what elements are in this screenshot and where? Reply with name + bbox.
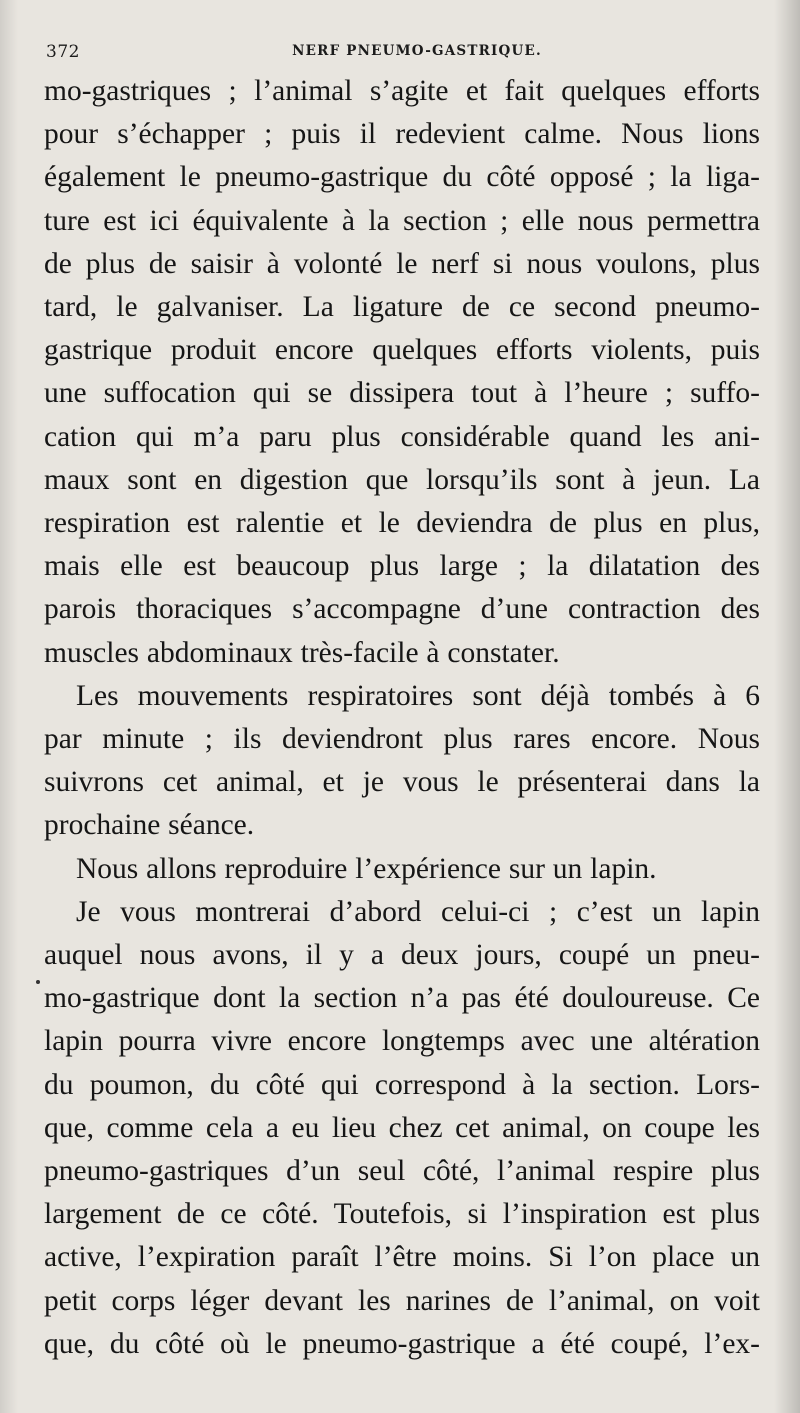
text-line: par minute ; ils deviendront plus rares encore. Nous (44, 723, 760, 756)
page-edge-shadow-left (0, 0, 18, 1413)
text-line: pour s’échapper ; puis il redevient calme. Nous lions (44, 118, 760, 151)
text-line: suivrons cet animal, et je vous le présenterai dans la (44, 766, 760, 799)
page-number: 372 (46, 42, 80, 62)
text-line: Nous allons reproduire l’expérience sur un lapin. (76, 852, 657, 885)
text-line: de plus de saisir à volonté le nerf si nous voulons, plus (44, 247, 760, 280)
page-edge-shadow-right (774, 0, 800, 1413)
text-line: maux sont en digestion que lorsqu’ils sont à jeun. La (44, 463, 760, 496)
text-line: Je vous montrerai d’abord celui-ci ; c’est un lapin (76, 895, 760, 928)
text-line: tard, le galvaniser. La ligature de ce second pneumo- (44, 291, 760, 324)
text-line: parois thoraciques s’accompagne d’une contraction des (44, 593, 760, 626)
text-line: une suffocation qui se dissipera tout à l’heure ; suffo- (44, 377, 760, 410)
text-line: du poumon, du côté qui correspond à la section. Lors- (44, 1068, 760, 1101)
text-line: muscles abdominaux très-facile à constater. (44, 636, 560, 669)
text-line: également le pneumo-gastrique du côté opposé ; la liga- (44, 161, 760, 194)
text-line: petit corps léger devant les narines de l’animal, on voit (44, 1284, 760, 1317)
text-line: Les mouvements respiratoires sont déjà tombés à 6 (76, 679, 760, 712)
ink-speck (36, 980, 40, 984)
text-line: largement de ce côté. Toutefois, si l’inspiration est plus (44, 1198, 760, 1231)
text-line: prochaine séance. (44, 809, 255, 842)
text-line: mais elle est beaucoup plus large ; la dilatation des (44, 550, 760, 583)
running-head: NERF PNEUMO-GASTRIQUE. (292, 43, 542, 59)
body-text (44, 70, 760, 1366)
text-line: auquel nous avons, il y a deux jours, coupé un pneu- (44, 939, 760, 972)
text-line: ture est ici équivalente à la section ; elle nous permettra (44, 204, 760, 237)
text-line: cation qui m’a paru plus considérable quand les ani- (44, 420, 760, 453)
text-line: active, l’expiration paraît l’être moins. Si l’on place un (44, 1241, 760, 1274)
text-line: mo-gastriques ; l’animal s’agite et fait quelques efforts (44, 75, 760, 107)
text-line: gastrique produit encore quelques efforts violents, puis (44, 334, 760, 367)
text-line: pneumo-gastriques d’un seul côté, l’animal respire plus (44, 1155, 760, 1188)
text-line: lapin pourra vivre encore longtemps avec une altération (44, 1025, 760, 1058)
text-line: que, comme cela a eu lieu chez cet animal, on coupe les (44, 1111, 760, 1144)
text-line: mo-gastrique dont la section n’a pas été douloureuse. Ce (44, 982, 760, 1015)
text-line: que, du côté où le pneumo-gastrique a été coupé, l’ex- (44, 1327, 760, 1360)
text-line: respiration est ralentie et le deviendra de plus en plus, (44, 507, 760, 540)
page-header (46, 38, 758, 68)
